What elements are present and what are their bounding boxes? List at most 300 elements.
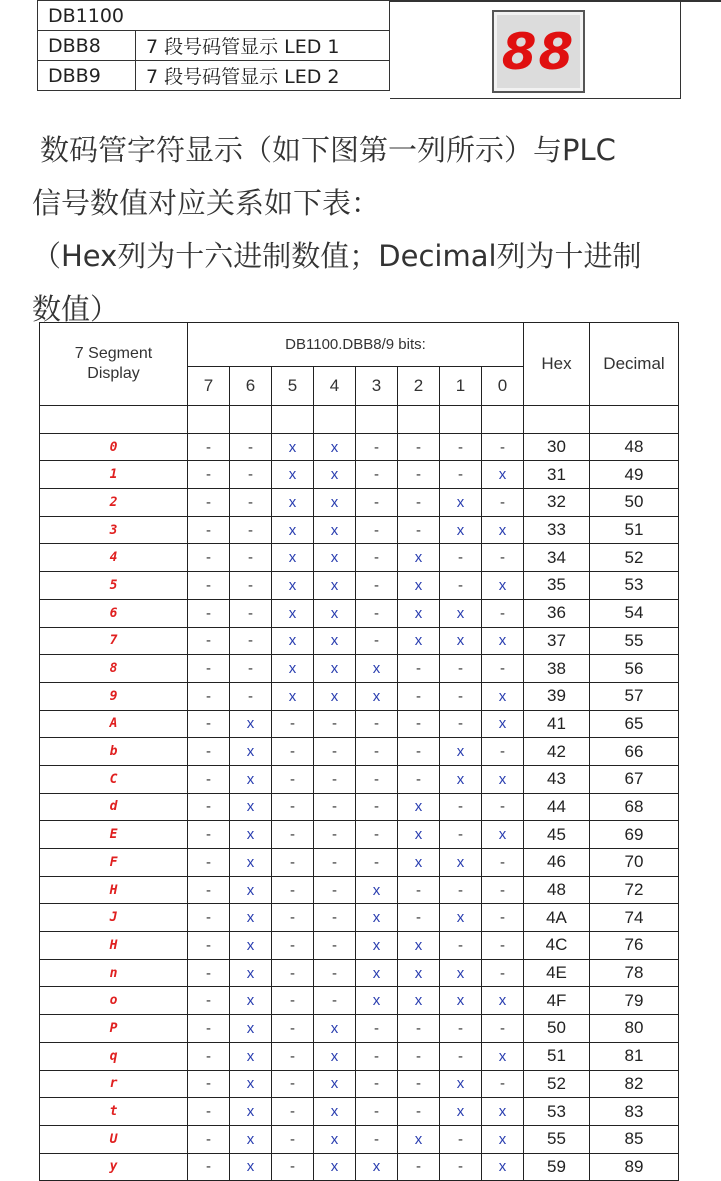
hex-value: 45 bbox=[524, 821, 590, 849]
bit-clear: - bbox=[482, 876, 524, 904]
bit-label: 7 bbox=[188, 367, 230, 406]
bit-clear: - bbox=[272, 710, 314, 738]
hex-value: 51 bbox=[524, 1042, 590, 1070]
segment-glyph: y bbox=[40, 1153, 188, 1181]
table-row bbox=[40, 1015, 679, 1043]
segment-glyph: 8 bbox=[40, 655, 188, 683]
bit-set: x bbox=[482, 765, 524, 793]
table-row bbox=[40, 821, 679, 849]
hex-value: 43 bbox=[524, 765, 590, 793]
decimal-value: 55 bbox=[590, 627, 679, 655]
bit-clear: - bbox=[398, 1153, 440, 1181]
bit-set: x bbox=[398, 572, 440, 600]
hex-value: 44 bbox=[524, 793, 590, 821]
bit-clear: - bbox=[398, 461, 440, 489]
segment-glyph: F bbox=[40, 849, 188, 877]
table-row bbox=[40, 932, 679, 960]
bit-clear: - bbox=[188, 627, 230, 655]
bit-clear: - bbox=[230, 572, 272, 600]
decimal-header: Decimal bbox=[590, 323, 679, 406]
hex-value: 34 bbox=[524, 544, 590, 572]
hex-value: 41 bbox=[524, 710, 590, 738]
hex-value: 36 bbox=[524, 599, 590, 627]
bit-set: x bbox=[230, 1015, 272, 1043]
bit-set: x bbox=[272, 516, 314, 544]
bit-set: x bbox=[398, 599, 440, 627]
decimal-value: 83 bbox=[590, 1098, 679, 1126]
bit-set: x bbox=[230, 1153, 272, 1181]
bit-clear: - bbox=[272, 1098, 314, 1126]
bit-clear: - bbox=[230, 682, 272, 710]
bit-clear: - bbox=[482, 932, 524, 960]
separator-cell bbox=[272, 406, 314, 434]
hex-value: 55 bbox=[524, 1125, 590, 1153]
db-row bbox=[38, 31, 390, 61]
bit-clear: - bbox=[188, 987, 230, 1015]
bit-set: x bbox=[398, 793, 440, 821]
segment-glyph: 4 bbox=[40, 544, 188, 572]
bit-clear: - bbox=[188, 1125, 230, 1153]
bit-clear: - bbox=[188, 1015, 230, 1043]
decimal-value: 56 bbox=[590, 655, 679, 683]
bit-clear: - bbox=[230, 516, 272, 544]
segment-glyph: P bbox=[40, 1015, 188, 1043]
decimal-value: 48 bbox=[590, 433, 679, 461]
bit-set: x bbox=[314, 489, 356, 517]
bit-set: x bbox=[230, 1098, 272, 1126]
bit-clear: - bbox=[188, 738, 230, 766]
bit-clear: - bbox=[440, 655, 482, 683]
separator-cell bbox=[590, 406, 679, 434]
bit-set: x bbox=[482, 1125, 524, 1153]
hex-value: 4A bbox=[524, 904, 590, 932]
separator-cell bbox=[188, 406, 230, 434]
table-body bbox=[40, 406, 679, 1181]
decimal-value: 82 bbox=[590, 1070, 679, 1098]
segment-glyph: b bbox=[40, 738, 188, 766]
bit-clear: - bbox=[314, 959, 356, 987]
separator-cell bbox=[314, 406, 356, 434]
bit-set: x bbox=[482, 987, 524, 1015]
bit-set: x bbox=[440, 904, 482, 932]
bit-clear: - bbox=[272, 849, 314, 877]
header-row bbox=[40, 323, 679, 367]
separator-cell bbox=[398, 406, 440, 434]
hex-value: 50 bbox=[524, 1015, 590, 1043]
bit-set: x bbox=[272, 655, 314, 683]
decimal-value: 66 bbox=[590, 738, 679, 766]
bit-clear: - bbox=[440, 1015, 482, 1043]
bit-set: x bbox=[272, 489, 314, 517]
bit-clear: - bbox=[398, 1042, 440, 1070]
bit-clear: - bbox=[440, 710, 482, 738]
bit-clear: - bbox=[356, 849, 398, 877]
bit-clear: - bbox=[482, 1070, 524, 1098]
decimal-value: 52 bbox=[590, 544, 679, 572]
hex-value: 42 bbox=[524, 738, 590, 766]
segment-glyph: t bbox=[40, 1098, 188, 1126]
bit-label: 4 bbox=[314, 367, 356, 406]
bit-set: x bbox=[230, 710, 272, 738]
bit-clear: - bbox=[440, 1153, 482, 1181]
bit-clear: - bbox=[356, 1015, 398, 1043]
decimal-value: 51 bbox=[590, 516, 679, 544]
hex-value: 4E bbox=[524, 959, 590, 987]
bit-clear: - bbox=[356, 738, 398, 766]
bit-set: x bbox=[440, 959, 482, 987]
table-row bbox=[40, 710, 679, 738]
bit-set: x bbox=[230, 932, 272, 960]
bit-label: 3 bbox=[356, 367, 398, 406]
bit-clear: - bbox=[356, 1042, 398, 1070]
hex-value: 35 bbox=[524, 572, 590, 600]
segment-glyph: H bbox=[40, 932, 188, 960]
table-row bbox=[40, 1125, 679, 1153]
bit-set: x bbox=[272, 433, 314, 461]
segment-glyph: n bbox=[40, 959, 188, 987]
bit-clear: - bbox=[272, 738, 314, 766]
decimal-value: 70 bbox=[590, 849, 679, 877]
bit-clear: - bbox=[398, 1070, 440, 1098]
bit-set: x bbox=[314, 1125, 356, 1153]
bit-set: x bbox=[356, 876, 398, 904]
separator-cell bbox=[356, 406, 398, 434]
bit-clear: - bbox=[356, 461, 398, 489]
bit-set: x bbox=[230, 1042, 272, 1070]
bit-set: x bbox=[272, 682, 314, 710]
bit-set: x bbox=[482, 516, 524, 544]
bit-clear: - bbox=[314, 738, 356, 766]
bit-clear: - bbox=[188, 682, 230, 710]
bit-clear: - bbox=[398, 1015, 440, 1043]
decimal-value: 68 bbox=[590, 793, 679, 821]
bit-clear: - bbox=[272, 793, 314, 821]
bit-clear: - bbox=[272, 904, 314, 932]
bit-clear: - bbox=[230, 627, 272, 655]
hex-value: 33 bbox=[524, 516, 590, 544]
bit-set: x bbox=[314, 1070, 356, 1098]
segment-glyph: q bbox=[40, 1042, 188, 1070]
bit-clear: - bbox=[356, 793, 398, 821]
bit-clear: - bbox=[188, 793, 230, 821]
decimal-value: 53 bbox=[590, 572, 679, 600]
bit-clear: - bbox=[356, 627, 398, 655]
hex-header: Hex bbox=[524, 323, 590, 406]
bit-set: x bbox=[272, 572, 314, 600]
bit-clear: - bbox=[356, 516, 398, 544]
hex-value: 53 bbox=[524, 1098, 590, 1126]
bit-clear: - bbox=[440, 461, 482, 489]
bit-label: 2 bbox=[398, 367, 440, 406]
decimal-value: 72 bbox=[590, 876, 679, 904]
bit-set: x bbox=[356, 655, 398, 683]
bit-set: x bbox=[482, 682, 524, 710]
table-row bbox=[40, 682, 679, 710]
bit-clear: - bbox=[356, 599, 398, 627]
segment-glyph: d bbox=[40, 793, 188, 821]
bit-clear: - bbox=[398, 876, 440, 904]
bit-clear: - bbox=[230, 433, 272, 461]
bit-clear: - bbox=[188, 489, 230, 517]
decimal-value: 80 bbox=[590, 1015, 679, 1043]
separator-cell bbox=[230, 406, 272, 434]
bit-clear: - bbox=[440, 682, 482, 710]
bit-clear: - bbox=[188, 1153, 230, 1181]
bit-clear: - bbox=[314, 710, 356, 738]
bit-clear: - bbox=[482, 959, 524, 987]
table-row bbox=[40, 987, 679, 1015]
bit-set: x bbox=[398, 932, 440, 960]
bit-clear: - bbox=[272, 932, 314, 960]
decimal-value: 74 bbox=[590, 904, 679, 932]
segment-header bbox=[40, 323, 188, 406]
segment-header-label: 7 Segment Display bbox=[74, 345, 153, 382]
bit-clear: - bbox=[398, 655, 440, 683]
bit-set: x bbox=[230, 904, 272, 932]
bit-set: x bbox=[440, 1070, 482, 1098]
bit-clear: - bbox=[482, 738, 524, 766]
bit-clear: - bbox=[482, 489, 524, 517]
bit-set: x bbox=[314, 544, 356, 572]
segment-glyph: o bbox=[40, 987, 188, 1015]
bit-clear: - bbox=[272, 876, 314, 904]
bit-set: x bbox=[230, 987, 272, 1015]
bit-clear: - bbox=[356, 1070, 398, 1098]
table-row bbox=[40, 1070, 679, 1098]
bit-clear: - bbox=[398, 1098, 440, 1126]
bit-set: x bbox=[272, 461, 314, 489]
segment-glyph: 2 bbox=[40, 489, 188, 517]
bit-label: 1 bbox=[440, 367, 482, 406]
decimal-value: 78 bbox=[590, 959, 679, 987]
db-header-table bbox=[37, 0, 390, 91]
bit-set: x bbox=[356, 904, 398, 932]
bit-clear: - bbox=[272, 987, 314, 1015]
bit-clear: - bbox=[230, 544, 272, 572]
bit-clear: - bbox=[356, 765, 398, 793]
table-row bbox=[40, 849, 679, 877]
decimal-value: 49 bbox=[590, 461, 679, 489]
bit-set: x bbox=[482, 627, 524, 655]
bit-clear: - bbox=[188, 599, 230, 627]
bit-set: x bbox=[398, 849, 440, 877]
bit-clear: - bbox=[398, 489, 440, 517]
bit-clear: - bbox=[272, 1125, 314, 1153]
bit-clear: - bbox=[188, 1070, 230, 1098]
bit-clear: - bbox=[440, 433, 482, 461]
bit-clear: - bbox=[482, 655, 524, 683]
bit-clear: - bbox=[356, 572, 398, 600]
bit-set: x bbox=[314, 516, 356, 544]
bit-clear: - bbox=[230, 655, 272, 683]
bit-clear: - bbox=[440, 793, 482, 821]
led-digits: 88 bbox=[501, 22, 576, 81]
bit-set: x bbox=[440, 765, 482, 793]
bit-set: x bbox=[314, 682, 356, 710]
bit-clear: - bbox=[188, 904, 230, 932]
bit-set: x bbox=[440, 516, 482, 544]
segment-table bbox=[39, 322, 679, 1181]
db-title-row bbox=[38, 1, 390, 31]
hex-value: 52 bbox=[524, 1070, 590, 1098]
bit-clear: - bbox=[440, 544, 482, 572]
bit-set: x bbox=[230, 793, 272, 821]
bit-set: x bbox=[314, 572, 356, 600]
bit-clear: - bbox=[272, 765, 314, 793]
bit-clear: - bbox=[482, 849, 524, 877]
hex-value: 30 bbox=[524, 433, 590, 461]
bit-clear: - bbox=[188, 516, 230, 544]
bit-set: x bbox=[230, 876, 272, 904]
table-row bbox=[40, 765, 679, 793]
bit-clear: - bbox=[188, 1098, 230, 1126]
bit-clear: - bbox=[272, 1070, 314, 1098]
table-row bbox=[40, 461, 679, 489]
segment-glyph: 5 bbox=[40, 572, 188, 600]
bit-set: x bbox=[440, 1098, 482, 1126]
decimal-value: 89 bbox=[590, 1153, 679, 1181]
bit-clear: - bbox=[356, 821, 398, 849]
table-row bbox=[40, 1153, 679, 1181]
bit-set: x bbox=[440, 489, 482, 517]
bit-clear: - bbox=[398, 433, 440, 461]
bit-clear: - bbox=[356, 710, 398, 738]
bit-set: x bbox=[272, 544, 314, 572]
bit-clear: - bbox=[188, 544, 230, 572]
bit-label: 6 bbox=[230, 367, 272, 406]
bit-clear: - bbox=[356, 489, 398, 517]
db-addr: DBB9 bbox=[38, 61, 136, 91]
bit-set: x bbox=[398, 987, 440, 1015]
bit-clear: - bbox=[188, 433, 230, 461]
bit-set: x bbox=[440, 849, 482, 877]
bit-set: x bbox=[230, 738, 272, 766]
bit-set: x bbox=[314, 655, 356, 683]
bit-clear: - bbox=[188, 932, 230, 960]
bit-clear: - bbox=[482, 1015, 524, 1043]
hex-value: 31 bbox=[524, 461, 590, 489]
db-title: DB1100 bbox=[38, 1, 390, 31]
bit-clear: - bbox=[188, 849, 230, 877]
separator-cell bbox=[524, 406, 590, 434]
bit-set: x bbox=[314, 1098, 356, 1126]
decimal-value: 79 bbox=[590, 987, 679, 1015]
bit-clear: - bbox=[314, 904, 356, 932]
db-addr: DBB8 bbox=[38, 31, 136, 61]
bit-clear: - bbox=[314, 849, 356, 877]
bit-clear: - bbox=[356, 1098, 398, 1126]
bit-set: x bbox=[482, 572, 524, 600]
bit-clear: - bbox=[230, 461, 272, 489]
bit-set: x bbox=[482, 821, 524, 849]
bit-set: x bbox=[482, 1153, 524, 1181]
bit-clear: - bbox=[440, 1125, 482, 1153]
bit-set: x bbox=[398, 1125, 440, 1153]
led-display bbox=[492, 10, 585, 93]
bit-set: x bbox=[314, 1015, 356, 1043]
db-desc: 7 段号码管显示 LED 2 bbox=[136, 61, 390, 91]
table-row bbox=[40, 433, 679, 461]
segment-glyph: 3 bbox=[40, 516, 188, 544]
bit-set: x bbox=[440, 627, 482, 655]
bit-label: 5 bbox=[272, 367, 314, 406]
bit-clear: - bbox=[314, 932, 356, 960]
segment-glyph: H bbox=[40, 876, 188, 904]
bit-clear: - bbox=[188, 1042, 230, 1070]
hex-value: 4C bbox=[524, 932, 590, 960]
bit-clear: - bbox=[188, 655, 230, 683]
table-row bbox=[40, 627, 679, 655]
segment-glyph: E bbox=[40, 821, 188, 849]
bit-set: x bbox=[272, 627, 314, 655]
bit-clear: - bbox=[482, 904, 524, 932]
bit-clear: - bbox=[398, 682, 440, 710]
bit-clear: - bbox=[188, 959, 230, 987]
bit-set: x bbox=[272, 599, 314, 627]
decimal-value: 81 bbox=[590, 1042, 679, 1070]
bit-clear: - bbox=[230, 599, 272, 627]
hex-value: 4F bbox=[524, 987, 590, 1015]
table-row bbox=[40, 544, 679, 572]
bit-clear: - bbox=[482, 433, 524, 461]
table-row bbox=[40, 572, 679, 600]
decimal-value: 76 bbox=[590, 932, 679, 960]
hex-value: 48 bbox=[524, 876, 590, 904]
bit-set: x bbox=[398, 821, 440, 849]
bit-set: x bbox=[482, 1042, 524, 1070]
table-row bbox=[40, 489, 679, 517]
separator-row bbox=[40, 406, 679, 434]
table-row bbox=[40, 1042, 679, 1070]
bit-set: x bbox=[230, 821, 272, 849]
para-line: 信号数值对应关系如下表： bbox=[32, 186, 381, 220]
bit-set: x bbox=[230, 849, 272, 877]
bit-set: x bbox=[314, 1042, 356, 1070]
bit-set: x bbox=[314, 1153, 356, 1181]
bit-set: x bbox=[230, 1070, 272, 1098]
bit-clear: - bbox=[314, 876, 356, 904]
bit-set: x bbox=[356, 1153, 398, 1181]
bit-set: x bbox=[314, 433, 356, 461]
bit-clear: - bbox=[272, 1015, 314, 1043]
bit-set: x bbox=[482, 461, 524, 489]
table-row bbox=[40, 959, 679, 987]
bit-clear: - bbox=[314, 765, 356, 793]
bit-clear: - bbox=[188, 710, 230, 738]
table-row bbox=[40, 655, 679, 683]
bit-set: x bbox=[398, 544, 440, 572]
bit-clear: - bbox=[272, 1042, 314, 1070]
bit-clear: - bbox=[482, 793, 524, 821]
bit-clear: - bbox=[398, 765, 440, 793]
segment-glyph: r bbox=[40, 1070, 188, 1098]
bit-clear: - bbox=[356, 544, 398, 572]
db-desc: 7 段号码管显示 LED 1 bbox=[136, 31, 390, 61]
bit-clear: - bbox=[188, 461, 230, 489]
bit-clear: - bbox=[440, 932, 482, 960]
table-row bbox=[40, 738, 679, 766]
bit-clear: - bbox=[398, 710, 440, 738]
bit-clear: - bbox=[188, 572, 230, 600]
separator-cell bbox=[440, 406, 482, 434]
bit-clear: - bbox=[272, 1153, 314, 1181]
bit-set: x bbox=[398, 627, 440, 655]
bit-clear: - bbox=[398, 904, 440, 932]
bits-header: DB1100.DBB8/9 bits: bbox=[188, 323, 524, 367]
bit-clear: - bbox=[230, 489, 272, 517]
decimal-value: 50 bbox=[590, 489, 679, 517]
decimal-value: 85 bbox=[590, 1125, 679, 1153]
